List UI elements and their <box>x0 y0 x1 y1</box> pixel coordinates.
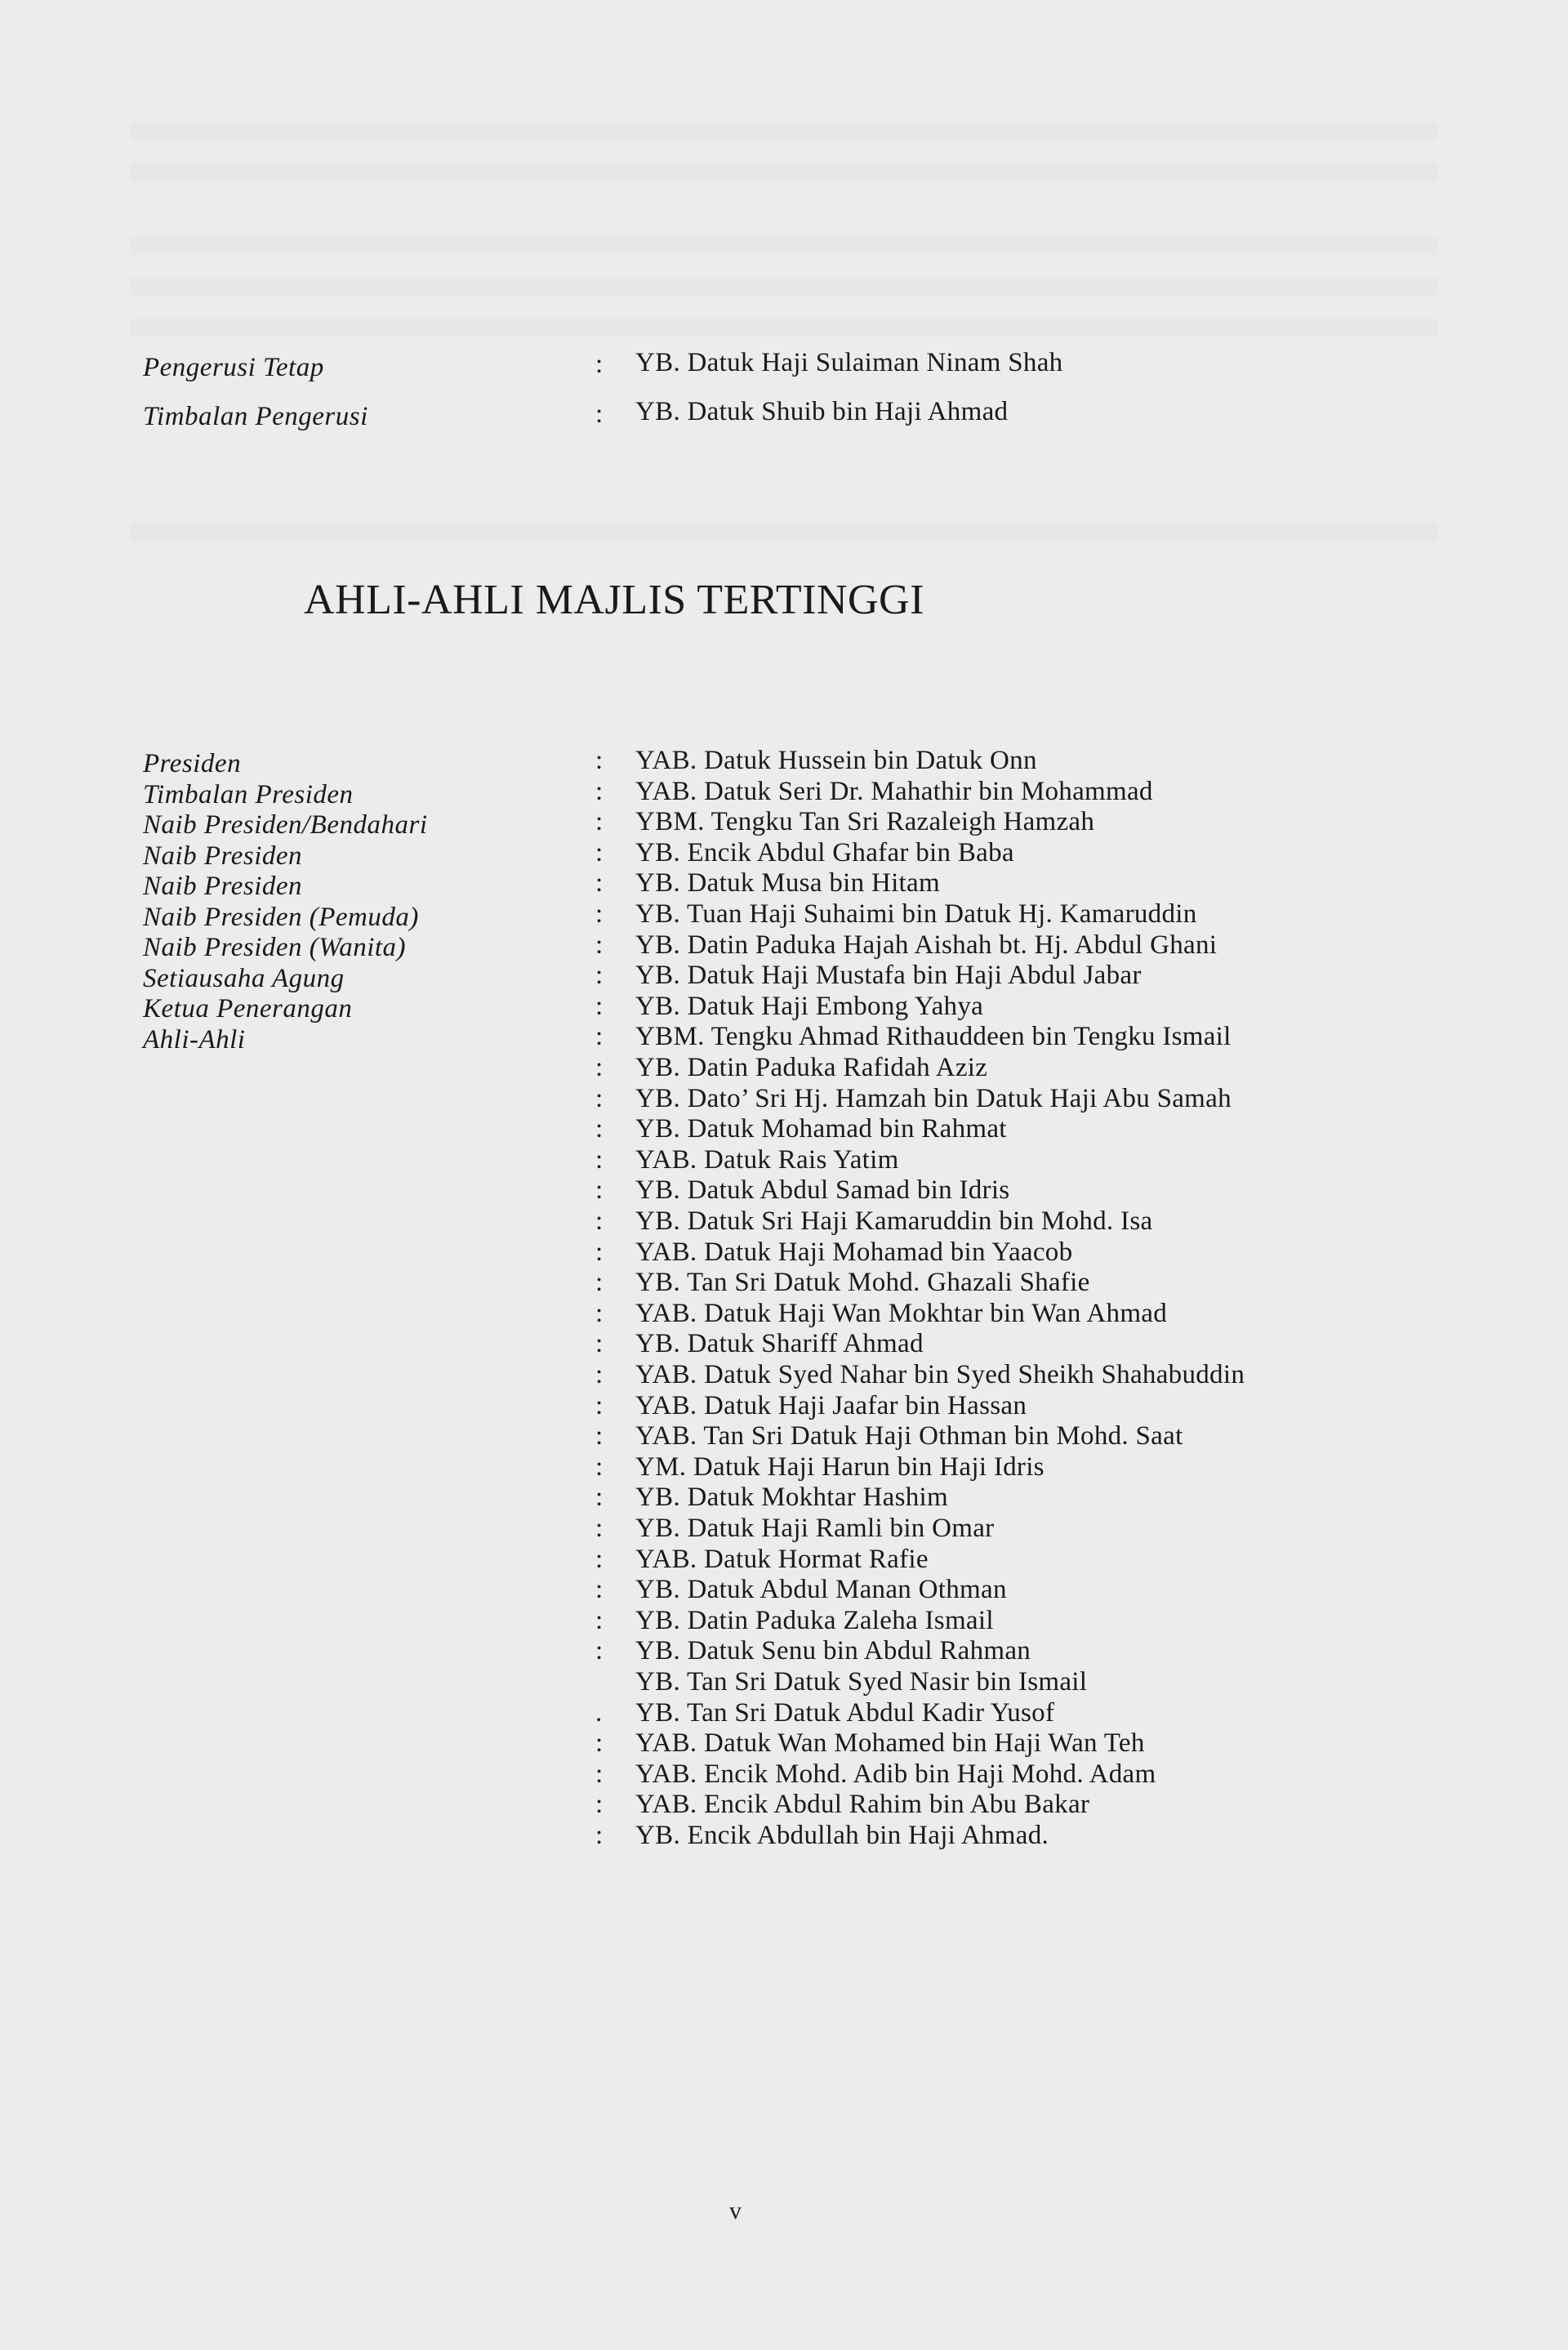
member-row <box>0 1329 1568 1359</box>
section-title: AHLI-AHLI MAJLIS TERTINGGI <box>304 577 924 623</box>
member-name: YAB. Datuk Hormat Rafie <box>635 1544 929 1574</box>
member-name: YAB. Encik Abdul Rahim bin Abu Bakar <box>635 1790 1090 1820</box>
member-name: YAB. Datuk Wan Mohamed bin Haji Wan Teh <box>635 1728 1145 1759</box>
bleed-through <box>131 278 1437 296</box>
member-row <box>0 1053 1568 1083</box>
member-row <box>0 1268 1568 1298</box>
member-name: YB. Encik Abdul Ghafar bin Baba <box>635 837 1014 867</box>
officer-label: Pengerusi Tetap <box>143 353 324 382</box>
separator: : <box>595 1114 604 1144</box>
separator: : <box>595 1360 604 1389</box>
member-name: YB. Datin Paduka Hajah Aishah bt. Hj. Abdul Ghani <box>635 930 1218 960</box>
member-name: YB. Datuk Sri Haji Kamaruddin bin Mohd. Isa <box>635 1206 1153 1236</box>
separator: : <box>595 930 604 960</box>
member-name: YAB. Datuk Hussein bin Datuk Onn <box>635 746 1037 775</box>
separator: : <box>595 350 604 379</box>
council-label: Naib Presiden <box>143 841 303 871</box>
member-name: YB. Datuk Mohamad bin Rahmat <box>635 1114 1007 1144</box>
separator: : <box>595 746 604 775</box>
separator: : <box>595 1605 604 1635</box>
member-name: YB. Datuk Shariff Ahmad <box>635 1329 924 1359</box>
member-row <box>0 930 1568 961</box>
separator: : <box>595 837 604 867</box>
member-row <box>0 868 1568 899</box>
member-name: YB. Encik Abdullah bin Haji Ahmad. <box>635 1821 1049 1850</box>
member-name: YB. Datuk Musa bin Hitam <box>635 868 940 899</box>
separator: . <box>595 1697 603 1728</box>
member-row <box>0 1391 1568 1421</box>
separator: : <box>595 1544 604 1574</box>
separator: : <box>595 776 604 806</box>
officer-name: YB. Datuk Shuib bin Haji Ahmad <box>635 397 1009 426</box>
member-name: YB. Datuk Abdul Samad bin Idris <box>635 1175 1010 1206</box>
member-name: YB. Datin Paduka Zaleha Ismail <box>635 1605 994 1635</box>
council-label: Naib Presiden (Pemuda) <box>143 902 419 932</box>
member-row <box>0 777 1568 807</box>
page-number: v <box>729 2197 742 2224</box>
member-row <box>0 1022 1568 1052</box>
member-row <box>0 1514 1568 1544</box>
bleed-through <box>131 163 1437 181</box>
council-label: Ahli-Ahli <box>143 1024 246 1055</box>
member-name: YAB. Datuk Haji Jaafar bin Hassan <box>635 1390 1027 1420</box>
separator: : <box>595 1790 604 1820</box>
separator: : <box>595 1759 604 1789</box>
officer-label: Timbalan Pengerusi <box>143 402 368 431</box>
separator: : <box>595 1514 604 1543</box>
member-row <box>0 1698 1568 1728</box>
member-name: YAB. Datuk Haji Wan Mokhtar bin Wan Ahmad <box>635 1298 1168 1328</box>
member-row <box>0 746 1568 776</box>
council-label: Naib Presiden <box>143 872 303 901</box>
member-name: YAB. Datuk Haji Mohamad bin Yaacob <box>635 1237 1073 1267</box>
separator: : <box>595 991 604 1021</box>
member-row <box>0 1237 1568 1268</box>
member-row <box>0 1575 1568 1605</box>
member-row <box>0 899 1568 930</box>
separator: : <box>595 1053 604 1082</box>
member-row <box>0 838 1568 868</box>
member-name: YBM. Tengku Tan Sri Razaleigh Hamzah <box>635 807 1095 837</box>
separator: : <box>595 961 604 991</box>
separator: : <box>595 868 604 899</box>
member-name: YB. Tan Sri Datuk Mohd. Ghazali Shafie <box>635 1268 1090 1298</box>
member-row <box>0 1084 1568 1114</box>
separator: : <box>595 1575 604 1605</box>
member-row <box>0 961 1568 991</box>
member-name: YAB. Datuk Syed Nahar bin Syed Sheikh Shahabuddin <box>635 1360 1245 1389</box>
member-name: YAB. Tan Sri Datuk Haji Othman bin Mohd. Saat <box>635 1421 1183 1451</box>
separator: : <box>595 1821 604 1850</box>
council-label: Setiausaha Agung <box>143 963 345 993</box>
member-name: YAB. Encik Mohd. Adib bin Haji Mohd. Adam <box>635 1759 1156 1789</box>
separator: : <box>595 399 604 429</box>
member-name: YB. Tuan Haji Suhaimi bin Datuk Hj. Kamaruddin <box>635 899 1197 929</box>
member-name: YB. Dato’ Sri Hj. Hamzah bin Datuk Haji Abu Samah <box>635 1083 1232 1113</box>
member-row <box>0 1728 1568 1759</box>
separator: : <box>595 1206 604 1236</box>
member-row <box>0 992 1568 1022</box>
bleed-through <box>131 237 1437 255</box>
separator: : <box>595 1421 604 1451</box>
member-name: YAB. Datuk Seri Dr. Mahathir bin Mohammad <box>635 776 1153 806</box>
member-name: YAB. Datuk Rais Yatim <box>635 1144 899 1175</box>
member-name: YB. Datuk Mokhtar Hashim <box>635 1483 948 1513</box>
council-label: Timbalan Presiden <box>143 779 354 809</box>
separator: : <box>595 1237 604 1267</box>
member-name: YB. Tan Sri Datuk Abdul Kadir Yusof <box>635 1697 1055 1728</box>
member-row <box>0 1759 1568 1790</box>
separator: : <box>595 1268 604 1298</box>
member-row <box>0 1636 1568 1666</box>
member-name: YB. Datuk Senu bin Abdul Rahman <box>635 1636 1031 1666</box>
bleed-through <box>131 319 1437 337</box>
separator: : <box>595 1144 604 1175</box>
separator: : <box>595 1298 604 1328</box>
bleed-through <box>131 523 1437 541</box>
member-row <box>0 1667 1568 1697</box>
member-row <box>0 1821 1568 1851</box>
separator: : <box>595 1390 604 1420</box>
member-row <box>0 1299 1568 1329</box>
member-row <box>0 1421 1568 1451</box>
separator: : <box>595 1083 604 1113</box>
member-row <box>0 1114 1568 1144</box>
member-row <box>0 1790 1568 1820</box>
member-name: YBM. Tengku Ahmad Rithauddeen bin Tengku Ismail <box>635 1022 1232 1052</box>
council-label: Naib Presiden (Wanita) <box>143 933 407 962</box>
separator: : <box>595 807 604 837</box>
council-label: Naib Presiden/Bendahari <box>143 810 428 840</box>
member-row <box>0 1483 1568 1513</box>
council-label: Presiden <box>143 749 242 778</box>
member-name: YB. Datuk Haji Embong Yahya <box>635 991 984 1021</box>
separator: : <box>595 1175 604 1206</box>
member-name: YM. Datuk Haji Harun bin Haji Idris <box>635 1451 1045 1482</box>
separator: : <box>595 1022 604 1052</box>
officer-name: YB. Datuk Haji Sulaiman Ninam Shah <box>635 348 1063 377</box>
separator: : <box>595 1451 604 1482</box>
member-row <box>0 1452 1568 1483</box>
member-row <box>0 1145 1568 1175</box>
council-label: Ketua Penerangan <box>143 994 353 1023</box>
separator: : <box>595 1636 604 1666</box>
bleed-through <box>131 123 1437 140</box>
member-name: YB. Datin Paduka Rafidah Aziz <box>635 1053 988 1082</box>
separator: : <box>595 899 604 929</box>
member-row <box>0 1360 1568 1390</box>
separator: : <box>595 1329 604 1359</box>
member-name: YB. Datuk Abdul Manan Othman <box>635 1575 1007 1605</box>
separator: : <box>595 1728 604 1759</box>
member-name: YB. Tan Sri Datuk Syed Nasir bin Ismail <box>635 1667 1088 1697</box>
member-name: YB. Datuk Haji Ramli bin Omar <box>635 1514 995 1543</box>
member-name: YB. Datuk Haji Mustafa bin Haji Abdul Jabar <box>635 961 1142 991</box>
member-row <box>0 807 1568 837</box>
member-row <box>0 1206 1568 1237</box>
member-row <box>0 1545 1568 1575</box>
separator: : <box>595 1483 604 1513</box>
member-row <box>0 1606 1568 1636</box>
member-row <box>0 1175 1568 1206</box>
